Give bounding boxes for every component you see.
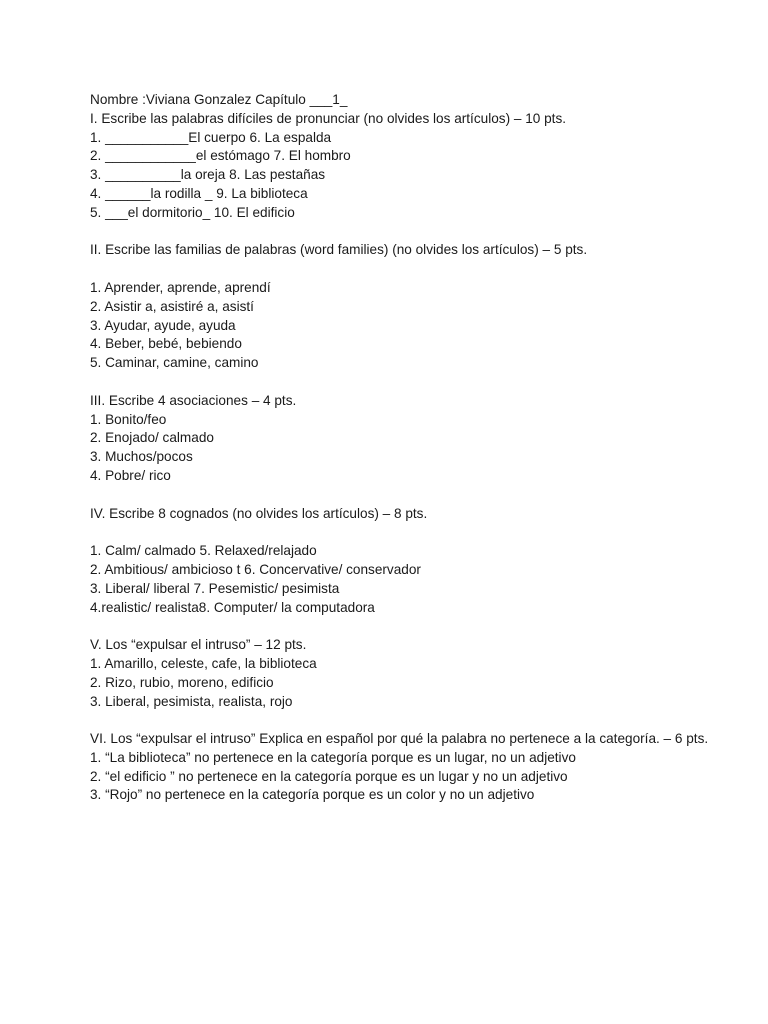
section-2-title: II. Escribe las familias de palabras (word families) (no olvides los artículos) – 5 pts. — [90, 242, 588, 258]
section-1-item-4: 4. ______la rodilla _ 9. La biblioteca — [90, 185, 308, 201]
section-4-item-3: 3. Liberal/ liberal 7. Pesemistic/ pesimista — [90, 580, 340, 596]
section-2-item-5: 5. Caminar, camine, camino — [90, 355, 259, 371]
section-5-title: V. Los “expulsar el intruso” – 12 pts. — [90, 637, 307, 653]
section-4-item-4: 4.realistic/ realista8. Computer/ la computadora — [90, 599, 375, 615]
section-2-item-1: 1. Aprender, aprende, aprendí — [90, 279, 271, 295]
section-6-title: VI. Los “expulsar el intruso” Explica en español por qué la palabra no pertenece a la categoría. – 6 pts. — [90, 731, 709, 747]
section-2-item-2: 2. Asistir a, asistiré a, asistí — [90, 298, 254, 314]
section-3-item-1: 1. Bonito/feo — [90, 411, 167, 427]
spacer — [90, 260, 720, 279]
section-4-item-1: 1. Calm/ calmado 5. Relaxed/relajado — [90, 543, 317, 559]
section-6-item-3: 3. “Rojo” no pertenece en la categoría porque es un color y no un adjetivo — [90, 787, 535, 803]
section-5-item-2: 2. Rizo, rubio, moreno, edificio — [90, 674, 274, 690]
section-1-item-2: 2. ____________el estómago 7. El hombro — [90, 148, 351, 164]
section-1-item-3: 3. __________la oreja 8. Las pestañas — [90, 167, 326, 183]
section-3-item-4: 4. Pobre/ rico — [90, 467, 171, 483]
section-5-item-3: 3. Liberal, pesimista, realista, rojo — [90, 693, 293, 709]
spacer — [90, 223, 720, 242]
section-4-item-2: 2. Ambitious/ ambicioso t 6. Concervative/ conservador — [90, 561, 421, 577]
section-1-item-5: 5. ___el dormitorio_ 10. El edificio — [90, 204, 295, 220]
spacer — [90, 523, 720, 542]
spacer — [90, 711, 720, 730]
section-4-title: IV. Escribe 8 cognados (no olvides los artículos) – 8 pts. — [90, 505, 428, 521]
section-6-item-1: 1. “La biblioteca” no pertenece en la categoría porque es un lugar, no un adjetivo — [90, 749, 576, 765]
section-2-item-4: 4. Beber, bebé, bebiendo — [90, 336, 242, 352]
header-line: Nombre :Viviana Gonzalez Capítulo ___1_ — [90, 92, 348, 107]
document-page — [90, 91, 720, 805]
spacer — [90, 617, 720, 636]
section-2-item-3: 3. Ayudar, ayude, ayuda — [90, 317, 236, 333]
spacer — [90, 373, 720, 392]
section-1-title: I. Escribe las palabras difíciles de pronunciar (no olvides los artículos) – 10 pts. — [90, 110, 567, 126]
section-6-item-2: 2. “el edificio ” no pertenece en la categoría porque es un lugar y no un adjetivo — [90, 768, 568, 784]
section-3-item-3: 3. Muchos/pocos — [90, 449, 193, 465]
section-5-item-1: 1. Amarillo, celeste, cafe, la biblioteca — [90, 655, 317, 671]
section-3-title: III. Escribe 4 asociaciones – 4 pts. — [90, 392, 297, 408]
section-1-item-1: 1. ___________El cuerpo 6. La espalda — [90, 129, 332, 145]
spacer — [90, 486, 720, 505]
section-3-item-2: 2. Enojado/ calmado — [90, 430, 214, 446]
